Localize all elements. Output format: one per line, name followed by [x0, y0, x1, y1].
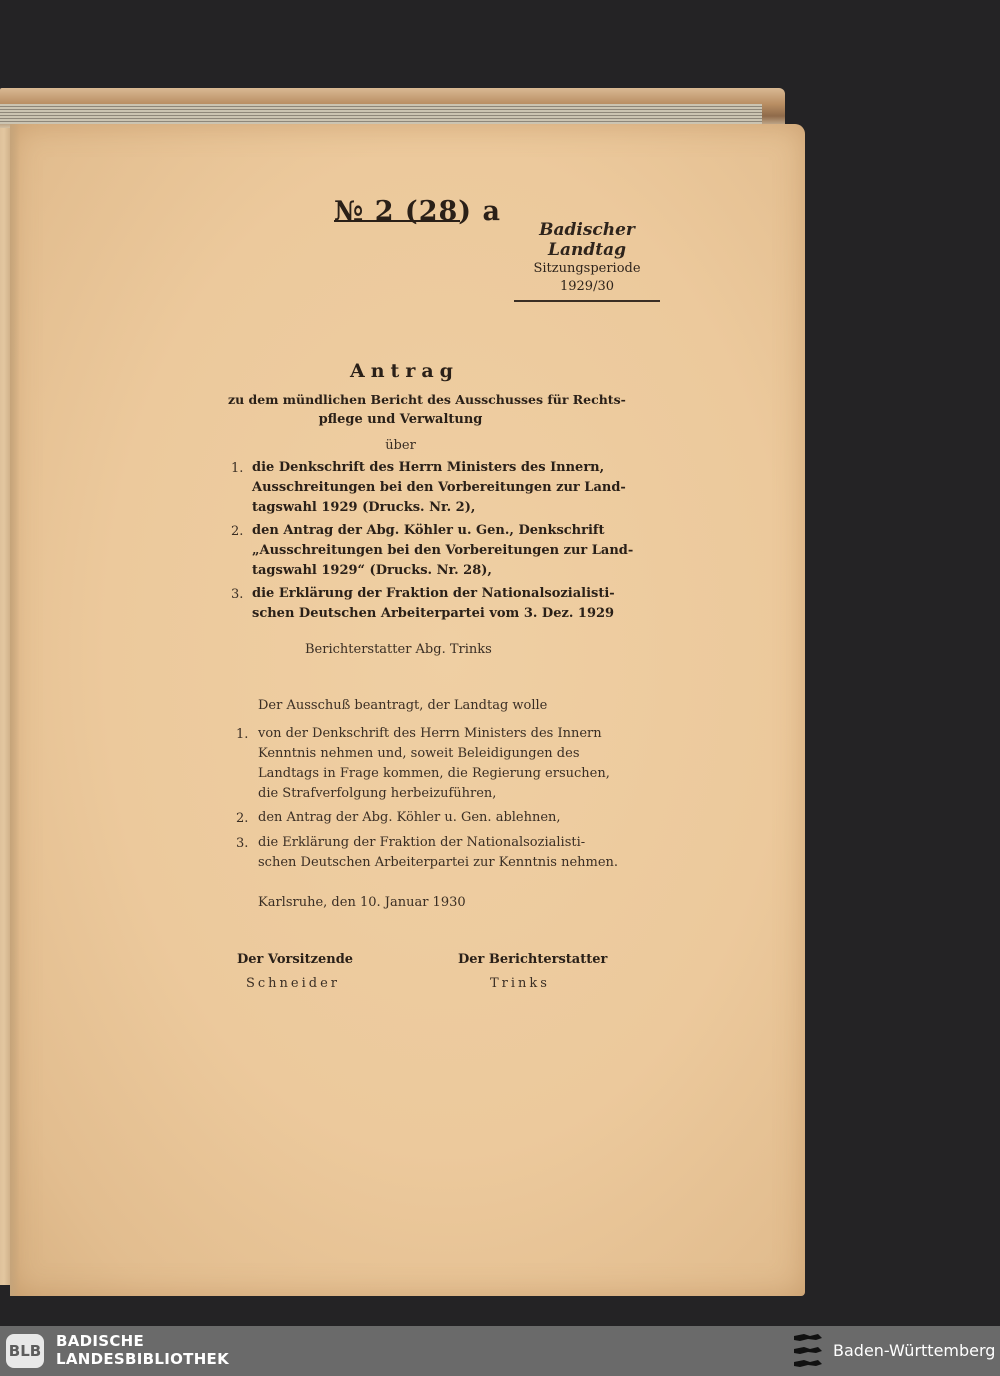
subject-line: tagswahl 1929 (Drucks. Nr. 2), — [252, 500, 476, 515]
signature-right-role: Der Berichterstatter — [458, 952, 608, 967]
resolution-line: von der Denkschrift des Herrn Ministers des Innern — [258, 726, 602, 741]
document-number-underline — [334, 220, 460, 222]
landtag-stamp — [514, 220, 660, 302]
library-name-line-2: LANDESBIBLIOTHEK — [56, 1350, 230, 1368]
resolution-line: schen Deutschen Arbeiterpartei zur Kenntnis nehmen. — [258, 855, 619, 870]
document-heading: Antrag — [350, 360, 459, 382]
landtag-session: Sitzungsperiode — [533, 261, 641, 276]
resolution-line: die Erklärung der Fraktion der Nationalsozialisti- — [258, 835, 586, 850]
subject-line: die Erklärung der Fraktion der Nationalsozialisti- — [252, 586, 615, 601]
intro-line-2: pflege und Verwaltung — [318, 412, 483, 427]
subject-number: 3. — [231, 587, 244, 602]
subject-line: die Denkschrift des Herrn Ministers des Innern, — [252, 460, 605, 475]
state-name[interactable]: Baden-Württemberg — [833, 1341, 996, 1360]
resolution-number: 3. — [236, 836, 249, 851]
footer-bar — [0, 1326, 1000, 1376]
page-fold-shadow — [10, 124, 20, 1296]
library-name[interactable] — [56, 1332, 229, 1368]
blb-logo-badge[interactable]: BLB — [6, 1334, 44, 1368]
intro-ueber: über — [385, 438, 416, 453]
resolution-line: den Antrag der Abg. Köhler u. Gen. ablehnen, — [258, 810, 561, 825]
subject-number: 2. — [231, 524, 244, 539]
library-name-line-1: BADISCHE — [56, 1332, 145, 1350]
resolution-line: die Strafverfolgung herbeizuführen, — [258, 786, 497, 801]
resolution-number: 2. — [236, 811, 249, 826]
signature-right-name: Trinks — [490, 976, 550, 991]
page-stack-edge — [0, 104, 762, 124]
resolution-intro: Der Ausschuß beantragt, der Landtag wolle — [258, 698, 548, 713]
baden-wuerttemberg-lions-icon[interactable] — [790, 1330, 826, 1372]
document-number: № 2 (28) a — [334, 196, 501, 227]
subject-line: Ausschreitungen bei den Vorbereitungen zur Land- — [252, 480, 626, 495]
subject-line: tagswahl 1929“ (Drucks. Nr. 28), — [252, 563, 492, 578]
berichterstatter-line: Berichterstatter Abg. Trinks — [305, 642, 492, 657]
resolution-number: 1. — [236, 727, 249, 742]
resolution-line: Landtags in Frage kommen, die Regierung ersuchen, — [258, 766, 610, 781]
landtag-underline — [514, 300, 660, 302]
signature-left-name: Schneider — [246, 976, 341, 991]
subject-line: „Ausschreitungen bei den Vorbereitungen zur Land- — [252, 543, 634, 558]
subject-line: schen Deutschen Arbeiterpartei vom 3. Dez. 1929 — [252, 606, 615, 621]
landtag-title: Badischer Landtag — [539, 220, 635, 260]
resolution-line: Kenntnis nehmen und, soweit Beleidigungen des — [258, 746, 580, 761]
intro-line-1: zu dem mündlichen Bericht des Ausschusses für Rechts- — [228, 392, 626, 407]
subject-number: 1. — [231, 461, 244, 476]
subject-line: den Antrag der Abg. Köhler u. Gen., Denkschrift — [252, 523, 605, 538]
signature-left-role: Der Vorsitzende — [237, 952, 354, 967]
place-date: Karlsruhe, den 10. Januar 1930 — [258, 895, 466, 910]
landtag-years: 1929/30 — [559, 279, 614, 294]
